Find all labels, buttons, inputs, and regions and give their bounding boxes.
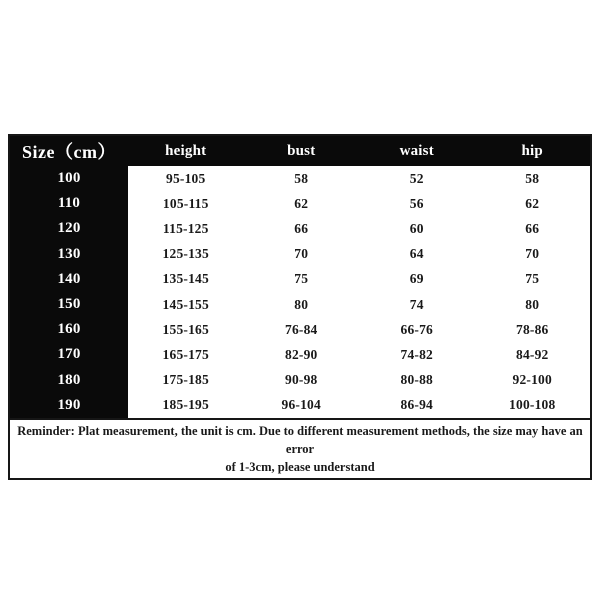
bust-cell: 76-84	[285, 321, 318, 337]
hip-cell: 100-108	[509, 397, 556, 413]
table-row	[10, 368, 590, 393]
height-cell: 145-155	[162, 296, 209, 312]
table-body	[10, 166, 590, 418]
height-cell: 105-115	[162, 195, 209, 211]
size-cell: 110	[10, 191, 128, 216]
column-header-bust: bust	[287, 142, 316, 159]
size-cell: 180	[10, 368, 128, 393]
waist-cell: 74	[409, 296, 424, 312]
height-cell: 135-145	[162, 271, 209, 287]
column-header-size: Size（cm）	[10, 136, 128, 166]
bust-cell: 82-90	[285, 346, 318, 362]
hip-cell: 58	[525, 170, 540, 186]
size-cell: 130	[10, 242, 128, 267]
size-cell: 190	[10, 393, 128, 418]
table-row	[10, 342, 590, 367]
hip-cell: 80	[525, 296, 540, 312]
size-table	[8, 134, 592, 480]
hip-cell: 92-100	[512, 372, 552, 388]
table-row	[10, 216, 590, 241]
table-row	[10, 292, 590, 317]
size-cell: 160	[10, 317, 128, 342]
hip-cell: 62	[525, 195, 540, 211]
height-cell: 95-105	[166, 170, 206, 186]
height-cell: 155-165	[162, 321, 209, 337]
waist-cell: 69	[409, 271, 424, 287]
hip-cell: 70	[525, 246, 540, 262]
height-cell: 115-125	[162, 220, 209, 236]
size-cell: 100	[10, 166, 128, 191]
waist-cell: 64	[409, 246, 424, 262]
column-header-waist: waist	[399, 142, 434, 159]
waist-cell: 80-88	[400, 372, 433, 388]
reminder-line-2: of 1-3cm, please understand	[225, 460, 375, 475]
height-cell: 175-185	[162, 372, 209, 388]
hip-cell: 78-86	[516, 321, 549, 337]
hip-cell: 75	[525, 271, 540, 287]
size-cell: 170	[10, 342, 128, 367]
size-cell: 120	[10, 216, 128, 241]
bust-cell: 96-104	[281, 397, 321, 413]
waist-cell: 52	[409, 170, 424, 186]
column-header-hip: hip	[521, 142, 543, 159]
waist-cell: 66-76	[400, 321, 433, 337]
waist-cell: 86-94	[400, 397, 433, 413]
height-cell: 185-195	[162, 397, 209, 413]
height-cell: 165-175	[162, 346, 209, 362]
waist-cell: 74-82	[400, 346, 433, 362]
table-row	[10, 242, 590, 267]
bust-cell: 75	[294, 271, 309, 287]
table-header-row	[10, 136, 590, 166]
reminder-line-1: Reminder: Plat measurement, the unit is cm. Due to different measurement methods, the size may have an error	[17, 423, 583, 456]
bust-cell: 80	[294, 296, 309, 312]
bust-cell: 58	[294, 170, 309, 186]
size-cell: 150	[10, 292, 128, 317]
table-row	[10, 393, 590, 418]
table-row	[10, 267, 590, 292]
bust-cell: 90-98	[285, 372, 318, 388]
size-cell: 140	[10, 267, 128, 292]
table-row	[10, 166, 590, 191]
reminder-note	[10, 418, 590, 478]
height-cell: 125-135	[162, 246, 209, 262]
hip-cell: 84-92	[516, 346, 549, 362]
waist-cell: 56	[409, 195, 424, 211]
table-row	[10, 317, 590, 342]
hip-cell: 66	[525, 220, 540, 236]
table-row	[10, 191, 590, 216]
bust-cell: 66	[294, 220, 309, 236]
bust-cell: 62	[294, 195, 309, 211]
waist-cell: 60	[409, 220, 424, 236]
bust-cell: 70	[294, 246, 309, 262]
column-header-height: height	[165, 142, 207, 159]
